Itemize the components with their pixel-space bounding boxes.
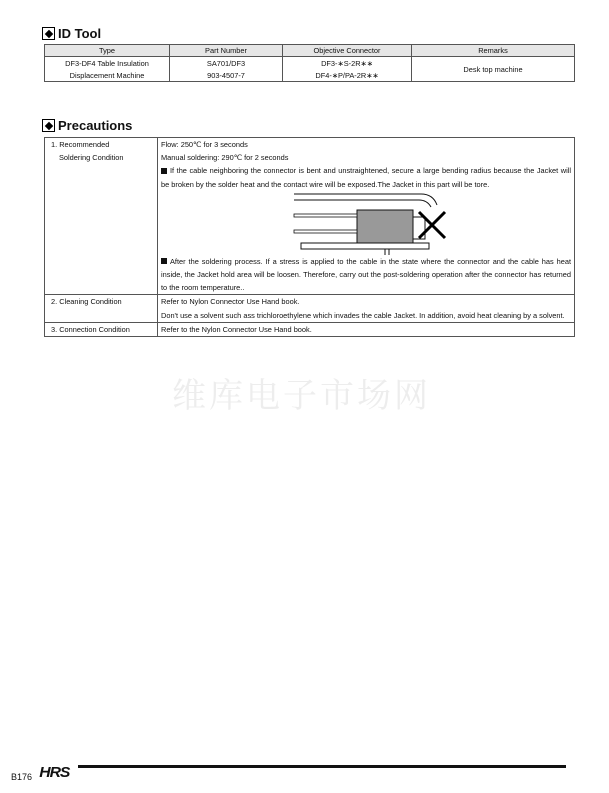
table-cell: 903-4507-7 (170, 69, 283, 82)
row-content (158, 295, 575, 322)
table-cell: SA701/DF3 (170, 57, 283, 70)
row-label-line: 1. Recommended (51, 140, 110, 149)
page-number: B176 (11, 772, 33, 782)
table-cell: Displacement Machine (45, 69, 170, 82)
remarks-cell: Desk top machine (412, 57, 575, 82)
table-row (45, 295, 575, 322)
flow-text: Flow: 250℃ for 3 seconds (161, 140, 248, 149)
bullet-text: After the soldering process. If a stress is applied to the cable in the state where the connector and the cable has heat inside, the Jacket hold area will be loosen. Therefore, carry out the post-soldering operation after the connector has returned to the room temperature.. (161, 256, 571, 293)
table-cell: DF3-∗S-2R∗∗ (283, 57, 412, 70)
cable-bending-diagram (161, 191, 571, 255)
column-header: Objective Connector (283, 45, 412, 57)
precautions-table (44, 137, 575, 337)
row-label (45, 138, 158, 295)
square-bullet-icon (161, 258, 167, 264)
row-label-line: Soldering Condition (59, 153, 124, 163)
bullet-paragraph (161, 255, 571, 295)
table-cell: DF3-DF4 Table Insulation (45, 57, 170, 70)
column-header: Type (45, 45, 170, 57)
column-header: Remarks (412, 45, 575, 57)
precautions-heading (42, 118, 132, 133)
diamond-icon (42, 119, 55, 132)
cleaning-line: Refer to Nylon Connector Use Hand book. (161, 297, 300, 307)
bullet-paragraph (161, 164, 571, 190)
precautions-title: Precautions (58, 118, 133, 133)
manual-text: Manual soldering: 290℃ for 2 seconds (161, 153, 289, 163)
table-cell: DF4-∗P/PA-2R∗∗ (283, 69, 412, 82)
id-tool-title: ID Tool (58, 26, 102, 41)
id-tool-heading (42, 26, 101, 41)
id-tool-table (44, 44, 575, 82)
row-content: Refer to the Nylon Connector Use Hand book. (158, 322, 575, 336)
row-label: 2. Cleaning Condition (45, 295, 158, 322)
row-content (158, 138, 575, 295)
row-label: 3. Connection Condition (45, 322, 158, 336)
table-row (45, 138, 575, 295)
table-row (45, 57, 575, 70)
column-header: Part Number (170, 45, 283, 57)
table-row (45, 322, 575, 336)
table-header-row (45, 45, 575, 57)
hrs-logo: HRS (39, 764, 70, 781)
bullet-text: If the cable neighboring the connector is bent and unstraightened, secure a large bending radius because the Jacket will be broken by the solder heat and the contact wire will be exposed.The Jacket in this part will be tore. (161, 166, 571, 189)
watermark: 维库电子市场网 (172, 376, 431, 416)
footer-rule (78, 765, 566, 768)
diamond-icon (42, 27, 55, 40)
cleaning-line: Don't use a solvent such ass trichloroethylene which invades the cable Jacket. In addition, avoid heat cleaning by a solvent. (161, 310, 565, 320)
square-bullet-icon (161, 168, 167, 174)
